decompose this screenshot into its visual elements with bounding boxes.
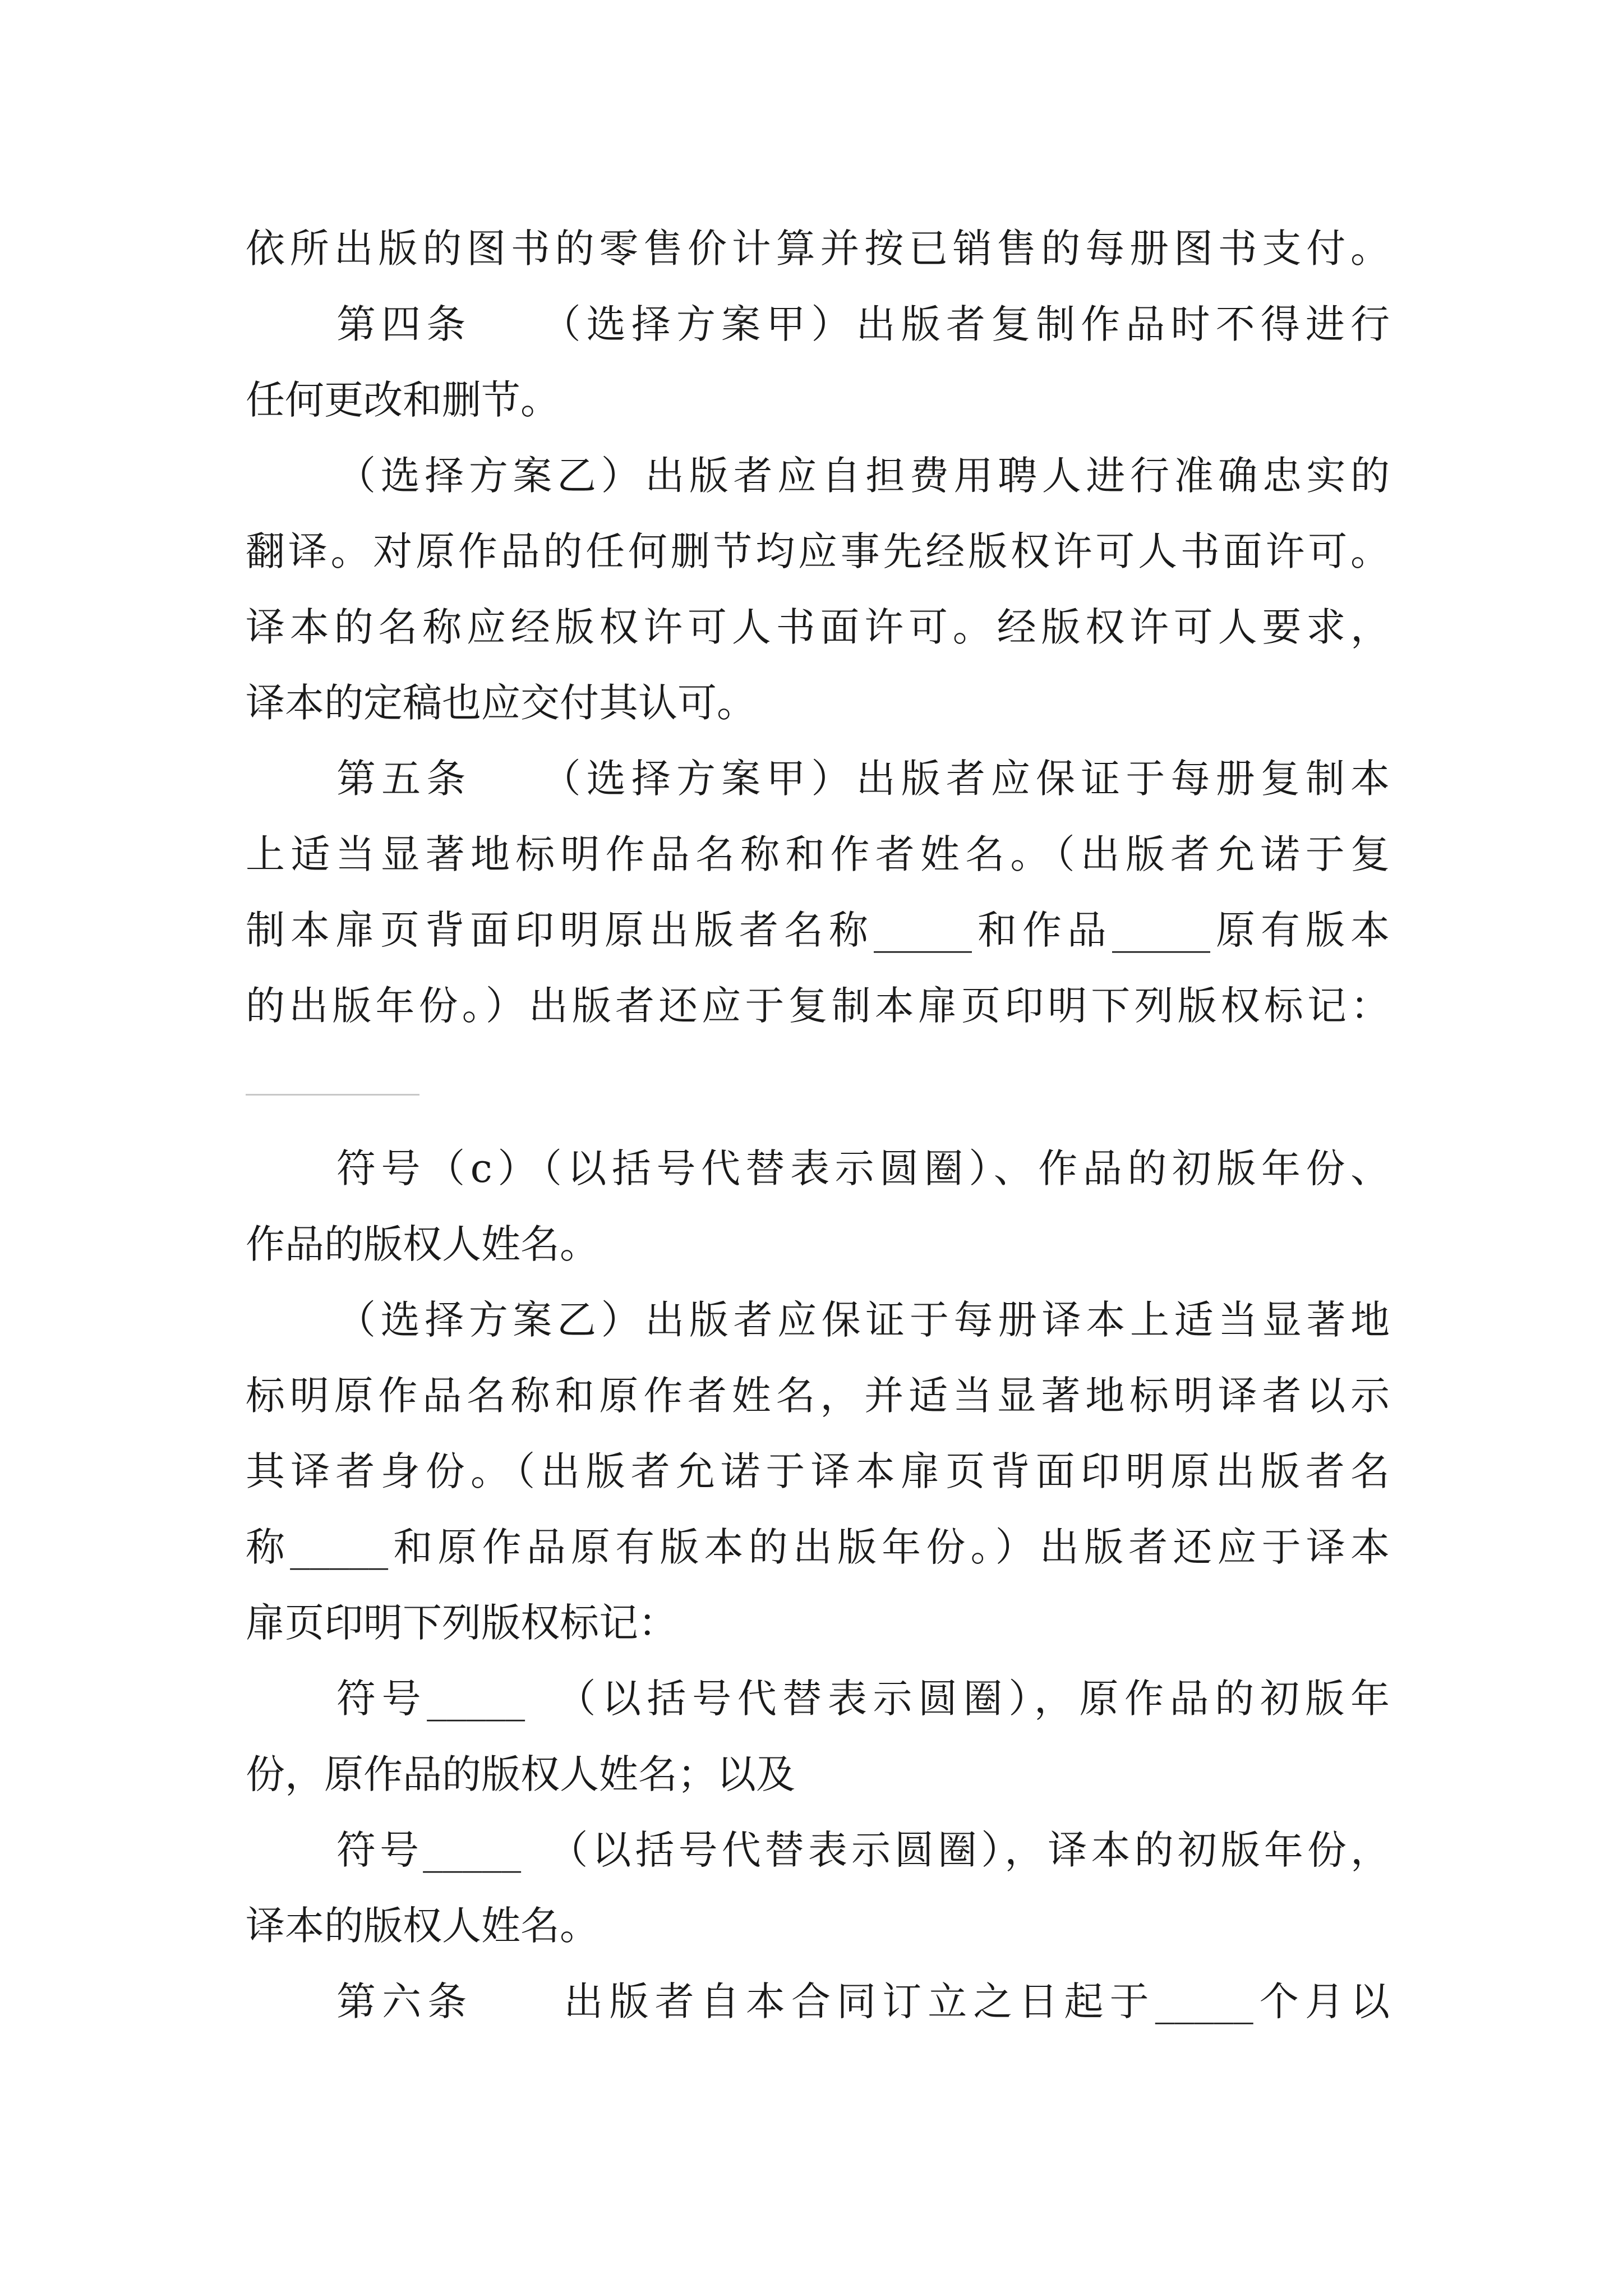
copyright-symbol-line: 符号_____ （以括号代替表示圆圈），译本的初版年份， [336,1827,1390,1873]
option-b-line: （选择方案乙）出版者应保证于每册译本上适当显著地 [336,1297,1390,1343]
text-line: 称_____和原作品原有版本的出版年份。）出版者还应于译本 [246,1524,1390,1570]
text-line: 译本的定稿也应交付其认可。 [246,680,756,726]
text-line: 译本的版权人姓名。 [246,1903,599,1949]
article-5-heading-line: 第五条 （选择方案甲）出版者应保证于每册复制本 [336,756,1390,802]
text-line: 的出版年份。）出版者还应于复制本扉页印明下列版权标记： [246,983,1390,1029]
option-b-line: （选择方案乙）出版者应自担费用聘人进行准确忠实的 [336,453,1390,499]
copyright-symbol-line: 符号_____ （以括号代替表示圆圈），原作品的初版年 [336,1676,1390,1722]
text-line: 制本扉页背面印明原出版者名称_____和作品_____原有版本 [246,907,1390,953]
footnote-separator [246,1094,419,1096]
article-4-heading-line: 第四条 （选择方案甲）出版者复制作品时不得进行 [336,301,1390,347]
text-line: 译本的名称应经版权许可人书面许可。经版权许可人要求， [246,604,1390,650]
article-6-heading-line: 第六条 出版者自本合同订立之日起于_____个月以 [336,1978,1390,2024]
text-line: 翻译。对原作品的任何删节均应事先经版权许可人书面许可。 [246,528,1390,574]
text-line: 标明原作品名称和原作者姓名，并适当显著地标明译者以示 [246,1373,1390,1419]
text-line: 份，原作品的版权人姓名；以及 [246,1751,795,1797]
text-line: 扉页印明下列版权标记： [246,1600,677,1646]
copyright-symbol-line: 符号（c）（以括号代替表示圆圈）、作品的初版年份、 [336,1145,1390,1191]
text-line: 其译者身份。（出版者允诺于译本扉页背面印明原出版者名 [246,1448,1390,1494]
text-line: 任何更改和删节。 [246,377,560,423]
text-line: 作品的版权人姓名。 [246,1221,599,1267]
text-line: 上适当显著地标明作品名称和作者姓名。（出版者允诺于复 [246,831,1390,877]
text-line: 依所出版的图书的零售价计算并按已销售的每册图书支付。 [246,226,1390,272]
